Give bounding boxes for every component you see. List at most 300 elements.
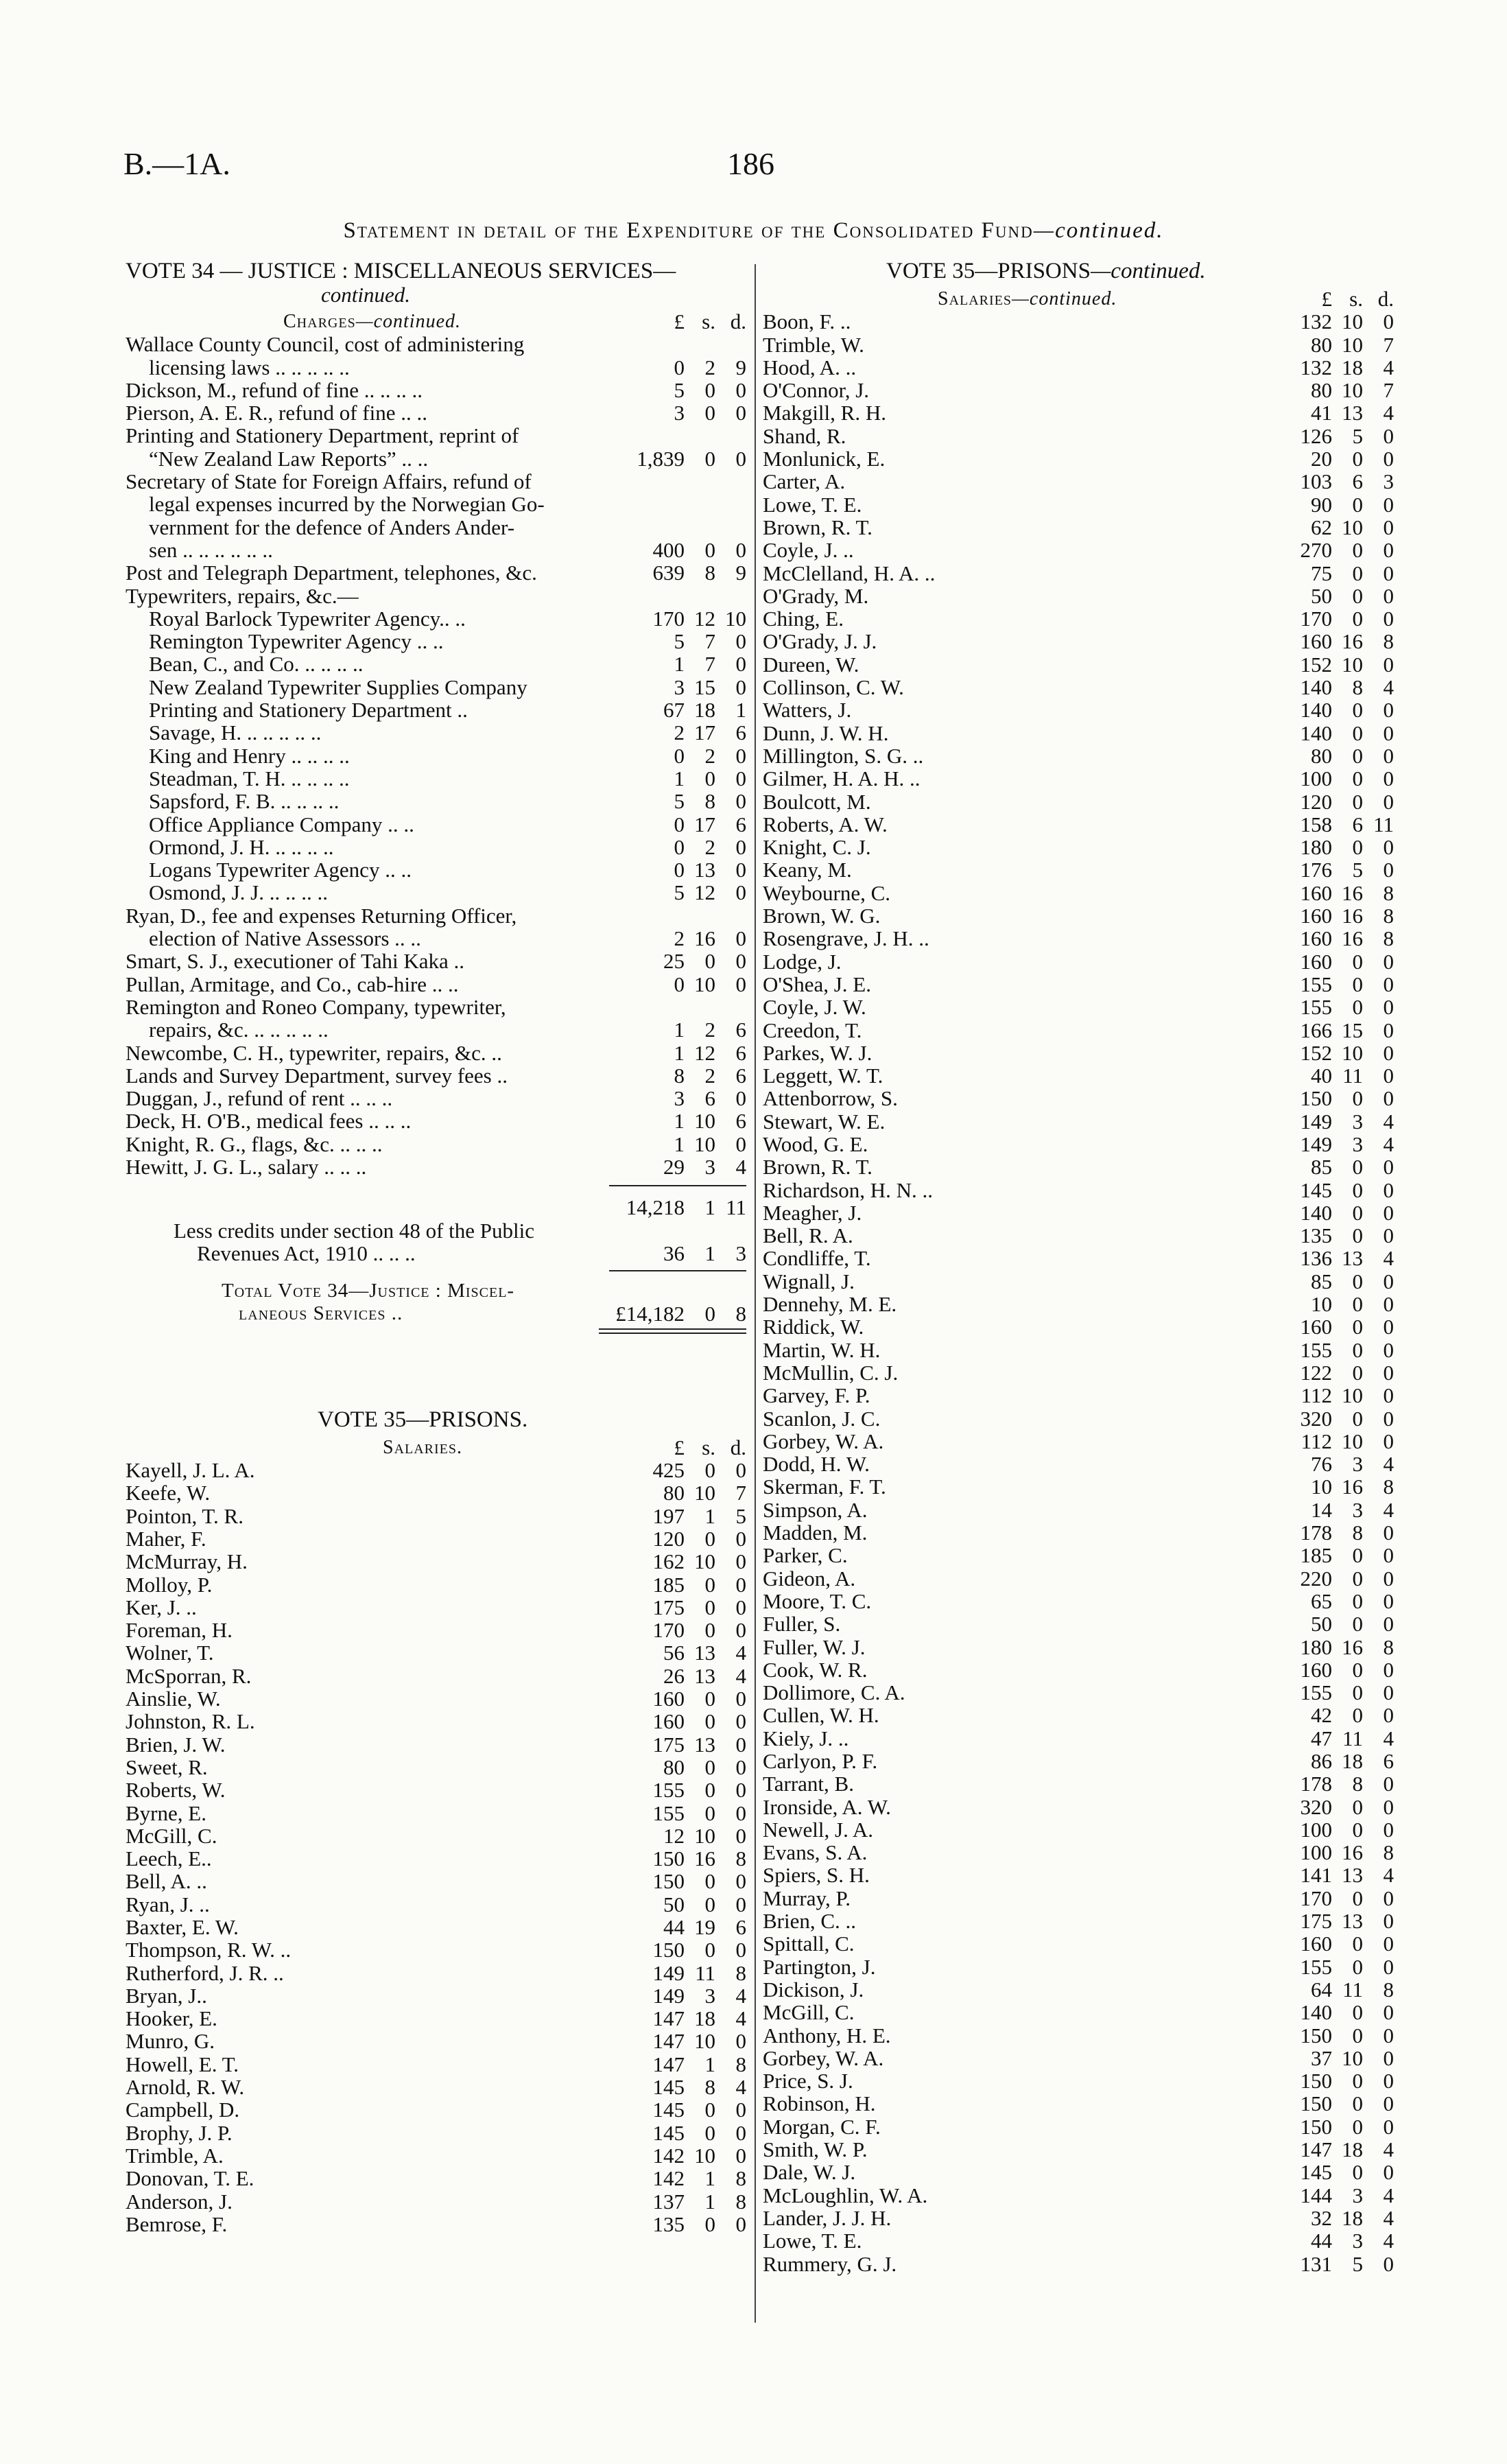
charge-row-shillings: 0 <box>704 401 715 425</box>
salary-row-pounds: 80 <box>1311 743 1332 768</box>
charge-row <box>126 881 746 904</box>
charge-row-pounds: 1 <box>674 1018 685 1042</box>
salary-row-shillings: 0 <box>704 2120 715 2145</box>
salary-row-pence: 0 <box>735 2120 746 2145</box>
salary-row-label: Munro, G. <box>126 2029 215 2054</box>
salary-row-label: Meagher, J. <box>763 1200 862 1225</box>
salary-row-pence: 8 <box>735 1960 746 1985</box>
salary-row-label: Dodd, H. W. <box>763 1452 870 1477</box>
salary-row <box>763 2092 1394 2115</box>
charge-row-pence: 0 <box>735 537 746 562</box>
salary-row-pence: 0 <box>735 1687 746 1711</box>
pence-header: d. <box>730 1435 746 1459</box>
less-credits-label-cont: Revenues Act, 1910 .. .. .. <box>197 1241 416 1265</box>
charge-row <box>126 1064 746 1087</box>
salary-row-label: Cook, W. R. <box>763 1657 868 1682</box>
salary-row-shillings: 11 <box>695 1960 715 1985</box>
salary-row <box>763 607 1394 630</box>
salary-row <box>126 2190 746 2213</box>
salary-row-pounds: 185 <box>1300 1543 1332 1568</box>
salary-row-label: Millington, S. G. .. <box>763 743 924 768</box>
salary-row-pounds: 178 <box>1300 1772 1332 1796</box>
salary-row-pence: 0 <box>1383 2251 1394 2276</box>
salary-row-shillings: 0 <box>704 1709 715 1734</box>
salary-row-label: Robinson, H. <box>763 2091 876 2116</box>
salary-row <box>763 425 1394 447</box>
pounds-header: £ <box>674 1435 685 1459</box>
charge-row-label: Wallace County Council, cost of administering <box>126 332 525 357</box>
salary-row-shillings: 0 <box>1352 1177 1363 1202</box>
total-double-rule-a <box>599 1328 746 1330</box>
salary-row-pounds: 197 <box>652 1503 685 1528</box>
salary-row-label: Parkes, W. J. <box>763 1040 873 1065</box>
salary-row-label: Condliffe, T. <box>763 1246 871 1271</box>
salary-row-shillings: 18 <box>1342 1749 1363 1773</box>
salary-row <box>126 2053 746 2076</box>
charge-row <box>126 493 746 515</box>
salary-row <box>763 1247 1394 1269</box>
charge-row-pence: 0 <box>735 972 746 996</box>
salary-row-pounds: 152 <box>1300 1040 1332 1065</box>
charge-row-pence: 1 <box>735 698 746 723</box>
salary-row-shillings: 0 <box>704 1755 715 1779</box>
charge-row-pounds: 5 <box>674 880 685 905</box>
charge-row-pounds: 8 <box>674 1063 685 1088</box>
salary-row-pounds: 50 <box>1311 583 1332 608</box>
charge-row-shillings: 0 <box>704 766 715 790</box>
subtotal-shillings: 1 <box>704 1195 715 1220</box>
salary-row-pence: 0 <box>735 1869 746 1894</box>
salary-row-label: McGill, C. <box>126 1823 217 1848</box>
salary-row-pence: 0 <box>1383 1360 1394 1385</box>
salary-row-pounds: 80 <box>663 1755 685 1779</box>
charge-row-shillings: 2 <box>704 743 715 768</box>
salary-row-shillings: 10 <box>694 2143 715 2168</box>
charge-row-shillings: 15 <box>694 674 715 699</box>
salary-row-pounds: 112 <box>1301 1429 1332 1453</box>
salary-row-shillings: 10 <box>694 1823 715 1848</box>
charge-row-shillings: 2 <box>704 1018 715 1042</box>
salary-row-pounds: 150 <box>652 1846 685 1871</box>
salary-row-shillings: 0 <box>704 1778 715 1803</box>
charge-row <box>126 585 746 607</box>
salary-row <box>763 1315 1394 1338</box>
left-salaries-list <box>126 1459 746 2236</box>
spacer <box>126 1339 746 1408</box>
salary-row-shillings: 0 <box>1352 743 1363 768</box>
salary-row-label: Shand, R. <box>763 423 846 448</box>
charge-row-pounds: 1 <box>674 1131 685 1156</box>
salary-row-label: Gilmer, H. A. H. .. <box>763 766 921 791</box>
charge-row <box>126 630 746 653</box>
salary-row <box>126 2213 746 2236</box>
charge-row-shillings: 17 <box>694 812 715 836</box>
salary-row-pounds: 112 <box>1301 1383 1332 1408</box>
salary-row-pence: 7 <box>735 1481 746 1505</box>
charge-row-pence: 0 <box>735 834 746 859</box>
salary-row <box>126 1527 746 1550</box>
charge-row <box>126 813 746 836</box>
charges-list <box>126 333 746 1178</box>
salary-row <box>126 1733 746 1756</box>
salary-row <box>763 790 1394 813</box>
salary-row-label: Boon, F. .. <box>763 309 851 334</box>
salary-row-label: Donovan, T. E. <box>126 2166 254 2191</box>
salary-row-pounds: 44 <box>663 1915 685 1939</box>
charge-row-label: Bean, C., and Co. .. .. .. .. <box>149 652 364 677</box>
charge-row-pence: 0 <box>735 446 746 471</box>
salary-row-label: Lander, J. J. H. <box>763 2205 892 2230</box>
salary-row-pence: 0 <box>1383 1612 1394 1636</box>
total-pence: 8 <box>735 1302 746 1326</box>
subtotal-rule-space <box>126 1178 746 1196</box>
charge-row-pence: 0 <box>735 629 746 654</box>
total-shillings: 0 <box>704 1302 715 1326</box>
charge-row <box>126 676 746 699</box>
salary-row <box>763 1155 1394 1178</box>
salary-row-pounds: 147 <box>652 2052 685 2076</box>
charge-row <box>126 927 746 950</box>
salary-row-label: Bryan, J.. <box>126 1983 207 2008</box>
salary-row-pence: 0 <box>1383 1018 1394 1042</box>
salary-row-pounds: 132 <box>1300 355 1332 379</box>
charge-row-shillings: 18 <box>694 698 715 723</box>
salary-row-pence: 0 <box>1383 309 1394 334</box>
salary-row <box>763 1932 1394 1955</box>
charge-row-label: “New Zealand Law Reports” .. .. <box>149 446 429 471</box>
salary-row <box>763 356 1394 379</box>
salary-row-shillings: 8 <box>1352 1772 1363 1796</box>
salary-row <box>763 1224 1394 1247</box>
salary-row-shillings: 11 <box>1342 1726 1363 1750</box>
salary-row-shillings: 3 <box>1352 2183 1363 2207</box>
salary-row-pence: 0 <box>1383 423 1394 448</box>
salary-row-shillings: 16 <box>1342 880 1363 905</box>
salary-row-pence: 0 <box>1383 1680 1394 1705</box>
total-double-rule-b <box>599 1333 746 1334</box>
salary-row <box>763 1841 1394 1864</box>
pence-header: d. <box>730 309 746 333</box>
charge-row-shillings: 10 <box>694 972 715 996</box>
salary-row <box>763 401 1394 424</box>
salary-row-pence: 0 <box>1383 2069 1394 2093</box>
salary-row <box>763 1110 1394 1133</box>
salary-row-label: Scanlon, J. C. <box>763 1406 881 1431</box>
salary-row-shillings: 0 <box>1352 1337 1363 1362</box>
salary-row-label: Martin, W. H. <box>763 1337 881 1362</box>
charge-row-pence: 0 <box>735 858 746 882</box>
salary-row-pounds: 147 <box>652 2006 685 2031</box>
salary-row-pounds: 140 <box>1300 720 1332 745</box>
charge-row-label: Duggan, J., refund of rent .. .. .. <box>126 1086 393 1111</box>
salary-row-pounds: 160 <box>652 1709 685 1734</box>
salary-row-shillings: 10 <box>1342 1383 1363 1408</box>
salary-row-label: Simpson, A. <box>763 1497 868 1522</box>
salary-row-pounds: 131 <box>1300 2251 1332 2276</box>
salary-row-pounds: 100 <box>1300 1840 1332 1865</box>
total-label-cont: laneous Services .. <box>239 1302 403 1325</box>
salary-row-pounds: 155 <box>652 1778 685 1803</box>
charge-row-shillings: 2 <box>704 1063 715 1088</box>
salary-row-label: Collinson, C. W. <box>763 675 904 700</box>
salary-row <box>126 1459 746 1481</box>
salary-row-label: Rosengrave, J. H. .. <box>763 926 929 951</box>
salary-row-pounds: 62 <box>1311 515 1332 539</box>
charge-row-pounds: 0 <box>674 972 685 996</box>
salary-row-label: Gorbey, W. A. <box>763 2045 884 2070</box>
salary-row-pounds: 141 <box>1300 1863 1332 1888</box>
salary-row-pounds: 142 <box>652 2166 685 2191</box>
salary-row <box>763 2069 1394 2092</box>
salary-row-pence: 0 <box>1383 538 1394 563</box>
charge-row <box>126 790 746 812</box>
salary-row-shillings: 0 <box>1352 1703 1363 1728</box>
salary-row-pence: 5 <box>735 1503 746 1528</box>
salary-row-pence: 4 <box>1383 675 1394 700</box>
salary-row <box>763 1453 1394 1475</box>
salary-row-pence: 0 <box>1383 583 1394 608</box>
salary-row-shillings: 11 <box>1342 1977 1363 2002</box>
salary-row-shillings: 0 <box>1352 1566 1363 1591</box>
salary-row-shillings: 16 <box>1342 629 1363 654</box>
salary-row <box>763 1910 1394 1932</box>
salary-row-pounds: 160 <box>1300 926 1332 951</box>
salary-row <box>763 2138 1394 2161</box>
salary-row-shillings: 0 <box>1352 492 1363 517</box>
salary-row-shillings: 0 <box>1352 1588 1363 1613</box>
salary-row-label: Rutherford, J. R. .. <box>126 1960 284 1985</box>
salary-row-label: Wignall, J. <box>763 1269 855 1293</box>
salary-row <box>763 310 1394 333</box>
salary-row-shillings: 0 <box>1352 1200 1363 1225</box>
charge-row-pence: 4 <box>735 1154 746 1179</box>
salary-row-pounds: 85 <box>1311 1155 1332 1180</box>
salary-row-shillings: 15 <box>1342 1018 1363 1042</box>
salary-row-pence: 0 <box>735 1938 746 1962</box>
salary-row-pence: 8 <box>1383 629 1394 654</box>
salary-row-label: Newell, J. A. <box>763 1817 874 1842</box>
charge-row-label: New Zealand Typewriter Supplies Company <box>149 674 527 699</box>
charge-row <box>126 607 746 630</box>
salary-row <box>763 1521 1394 1544</box>
salary-row-label: Stewart, W. E. <box>763 1109 886 1134</box>
salary-row-shillings: 1 <box>704 2166 715 2191</box>
salary-row-label: Evans, S. A. <box>763 1840 868 1865</box>
right-salaries-heading <box>938 288 1117 310</box>
salary-row-pence: 0 <box>1383 561 1394 585</box>
salary-row-pence: 0 <box>735 1732 746 1757</box>
salary-row-pounds: 50 <box>663 1892 685 1916</box>
salary-row-pence: 8 <box>735 2189 746 2214</box>
salary-row-pence: 0 <box>735 1800 746 1825</box>
salary-row-label: Thompson, R. W. .. <box>126 1938 292 1962</box>
salary-row-label: Brown, R. T. <box>763 1155 873 1180</box>
charge-row-shillings: 3 <box>704 1154 715 1179</box>
salary-row-shillings: 0 <box>1352 789 1363 814</box>
salary-row-shillings: 0 <box>1352 1680 1363 1705</box>
salary-row-label: Dureen, W. <box>763 652 859 677</box>
charge-row-label: Secretary of State for Foreign Affairs, refund of <box>126 469 532 494</box>
salary-row-shillings: 0 <box>1352 972 1363 996</box>
salary-row-label: McClelland, H. A. .. <box>763 561 936 585</box>
salary-row-label: Ching, E. <box>763 607 844 631</box>
charge-row-label: King and Henry .. .. .. .. <box>149 743 350 768</box>
salary-row-pounds: 44 <box>1311 2229 1332 2253</box>
salary-row <box>763 813 1394 836</box>
pence-header: d. <box>1377 287 1394 311</box>
salary-row-pence: 6 <box>735 1915 746 1939</box>
subtotal-pounds: 14,218 <box>626 1195 685 1220</box>
salary-row-pounds: 150 <box>1300 2023 1332 2048</box>
salary-row <box>763 722 1394 744</box>
salary-row <box>126 1710 746 1733</box>
salary-row <box>763 1430 1394 1453</box>
salary-row-shillings: 18 <box>694 2006 715 2031</box>
salary-row-label: Maher, F. <box>126 1526 206 1551</box>
salary-row-shillings: 0 <box>1352 1794 1363 1819</box>
salary-row-pounds: 180 <box>1300 1634 1332 1659</box>
salary-row-label: Tarrant, B. <box>763 1772 854 1796</box>
charge-row-pounds: 67 <box>663 698 685 723</box>
right-salaries-list <box>763 310 1394 2275</box>
salary-row-pounds: 135 <box>652 2211 685 2236</box>
salary-row-shillings: 0 <box>1352 1086 1363 1111</box>
salary-row <box>763 2047 1394 2069</box>
salary-row-pounds: 158 <box>1300 812 1332 836</box>
charge-row-shillings: 6 <box>704 1086 715 1111</box>
salary-row-pence: 0 <box>1383 743 1394 768</box>
charge-row-label: Knight, R. G., flags, &c. .. .. .. <box>126 1131 383 1156</box>
salary-row-pence: 0 <box>735 1458 746 1483</box>
salary-row-label: Gideon, A. <box>763 1566 856 1591</box>
salary-row-pounds: 185 <box>652 1572 685 1597</box>
salary-row-pounds: 180 <box>1300 835 1332 860</box>
charge-row-pence: 6 <box>735 1018 746 1042</box>
salary-row <box>763 2115 1394 2138</box>
salary-row-pence: 0 <box>1383 2114 1394 2139</box>
salary-row-pence: 0 <box>1383 447 1394 471</box>
salary-row-label: McMurray, H. <box>126 1549 248 1574</box>
salary-row-shillings: 10 <box>694 2029 715 2054</box>
salary-row-shillings: 0 <box>704 1938 715 1962</box>
salary-row-shillings: 10 <box>694 1549 715 1574</box>
vote35-title: VOTE 35—PRISONS. <box>318 1407 528 1432</box>
salary-row <box>763 562 1394 585</box>
shillings-header: s. <box>1349 287 1363 311</box>
salary-row-shillings: 0 <box>1352 1360 1363 1385</box>
salary-row-pounds: 150 <box>652 1938 685 1962</box>
salary-row-label: Anthony, H. E. <box>763 2023 891 2048</box>
charge-row-label: Savage, H. .. .. .. .. .. <box>149 720 322 745</box>
salary-row <box>126 1962 746 1984</box>
salary-row <box>126 1847 746 1870</box>
salary-row-pence: 0 <box>735 1823 746 1848</box>
charge-row-shillings: 12 <box>694 606 715 631</box>
salary-row-pounds: 149 <box>1300 1109 1332 1134</box>
charges-heading-cont: —continued. <box>355 311 461 332</box>
salary-row-pounds: 103 <box>1300 469 1332 494</box>
salary-row-pence: 0 <box>1383 1932 1394 1956</box>
charge-row-pounds: 3 <box>674 401 685 425</box>
salary-row <box>126 1756 746 1779</box>
salary-row-pence: 0 <box>735 1892 746 1916</box>
salary-row <box>126 1481 746 1504</box>
charge-row-shillings: 0 <box>704 446 715 471</box>
page-title-suffix: —continued. <box>1033 218 1164 243</box>
salary-row <box>763 836 1394 858</box>
salary-row-pence: 0 <box>1383 492 1394 517</box>
salary-row-pence: 0 <box>1383 1337 1394 1362</box>
salary-row-pence: 8 <box>735 2052 746 2076</box>
charge-row-label: Dickson, M., refund of fine .. .. .. .. <box>126 377 423 402</box>
charge-row-shillings: 12 <box>694 880 715 905</box>
salary-row-shillings: 18 <box>1342 355 1363 379</box>
less-credits-row-2 <box>126 1242 746 1265</box>
salary-row-label: Lowe, T. E. <box>763 492 862 517</box>
salaries-heading: Salaries. <box>383 1436 463 1458</box>
salary-row-pence: 0 <box>1383 1521 1394 1545</box>
charge-row-pence: 0 <box>735 949 746 974</box>
salary-row-pence: 0 <box>1383 1315 1394 1339</box>
salary-row <box>763 1750 1394 1772</box>
salary-row <box>763 1681 1394 1704</box>
salary-row-label: Hood, A. .. <box>763 355 857 379</box>
salary-row-pence: 8 <box>1383 1475 1394 1499</box>
salary-row-label: Makgill, R. H. <box>763 401 886 425</box>
salary-row-pounds: 85 <box>1311 1269 1332 1293</box>
less-credits-pence: 3 <box>735 1241 746 1265</box>
salary-row-shillings: 0 <box>1352 1315 1363 1339</box>
salaries-header-row <box>126 1436 746 1459</box>
salary-row-pounds: 150 <box>1300 1086 1332 1111</box>
salary-row-pounds: 155 <box>652 1800 685 1825</box>
right-salaries-heading-text: Salaries <box>938 288 1012 309</box>
salary-row-label: Baxter, E. W. <box>126 1915 239 1939</box>
salary-row-label: Partington, J. <box>763 1954 876 1979</box>
salary-row-shillings: 0 <box>1352 949 1363 974</box>
salary-row-pence: 0 <box>1383 1086 1394 1111</box>
total-row-1 <box>126 1280 746 1302</box>
salary-row-label: McMullin, C. J. <box>763 1360 899 1385</box>
salary-row <box>763 1772 1394 1795</box>
salary-row <box>763 2024 1394 2047</box>
salary-row-pounds: 80 <box>1311 378 1332 403</box>
salary-row-pounds: 80 <box>1311 332 1332 357</box>
charge-row <box>126 539 746 561</box>
charge-row-pounds: 0 <box>674 355 685 379</box>
salary-row-shillings: 8 <box>1352 1521 1363 1545</box>
salary-row-pounds: 142 <box>652 2143 685 2168</box>
salary-row-shillings: 3 <box>1352 1131 1363 1156</box>
salary-row <box>126 2122 746 2144</box>
salary-row-label: Boulcott, M. <box>763 789 871 814</box>
salary-row-shillings: 0 <box>1352 1657 1363 1682</box>
salary-row <box>126 2098 746 2121</box>
salary-row-pence: 8 <box>1383 1977 1394 2002</box>
salary-row-label: Keany, M. <box>763 858 852 882</box>
right-salaries-heading-cont: —continued. <box>1012 288 1117 309</box>
salary-row <box>126 2076 746 2098</box>
salary-row-shillings: 0 <box>1352 835 1363 860</box>
salary-row-pence: 0 <box>1383 1703 1394 1728</box>
salary-row-label: Garvey, F. P. <box>763 1383 870 1408</box>
salary-row <box>763 858 1394 881</box>
charge-row-pounds: 2 <box>674 926 685 951</box>
salary-row-pounds: 75 <box>1311 561 1332 585</box>
salary-row-shillings: 10 <box>1342 1040 1363 1065</box>
charge-row-shillings: 7 <box>704 652 715 677</box>
salary-row-shillings: 10 <box>1342 652 1363 677</box>
